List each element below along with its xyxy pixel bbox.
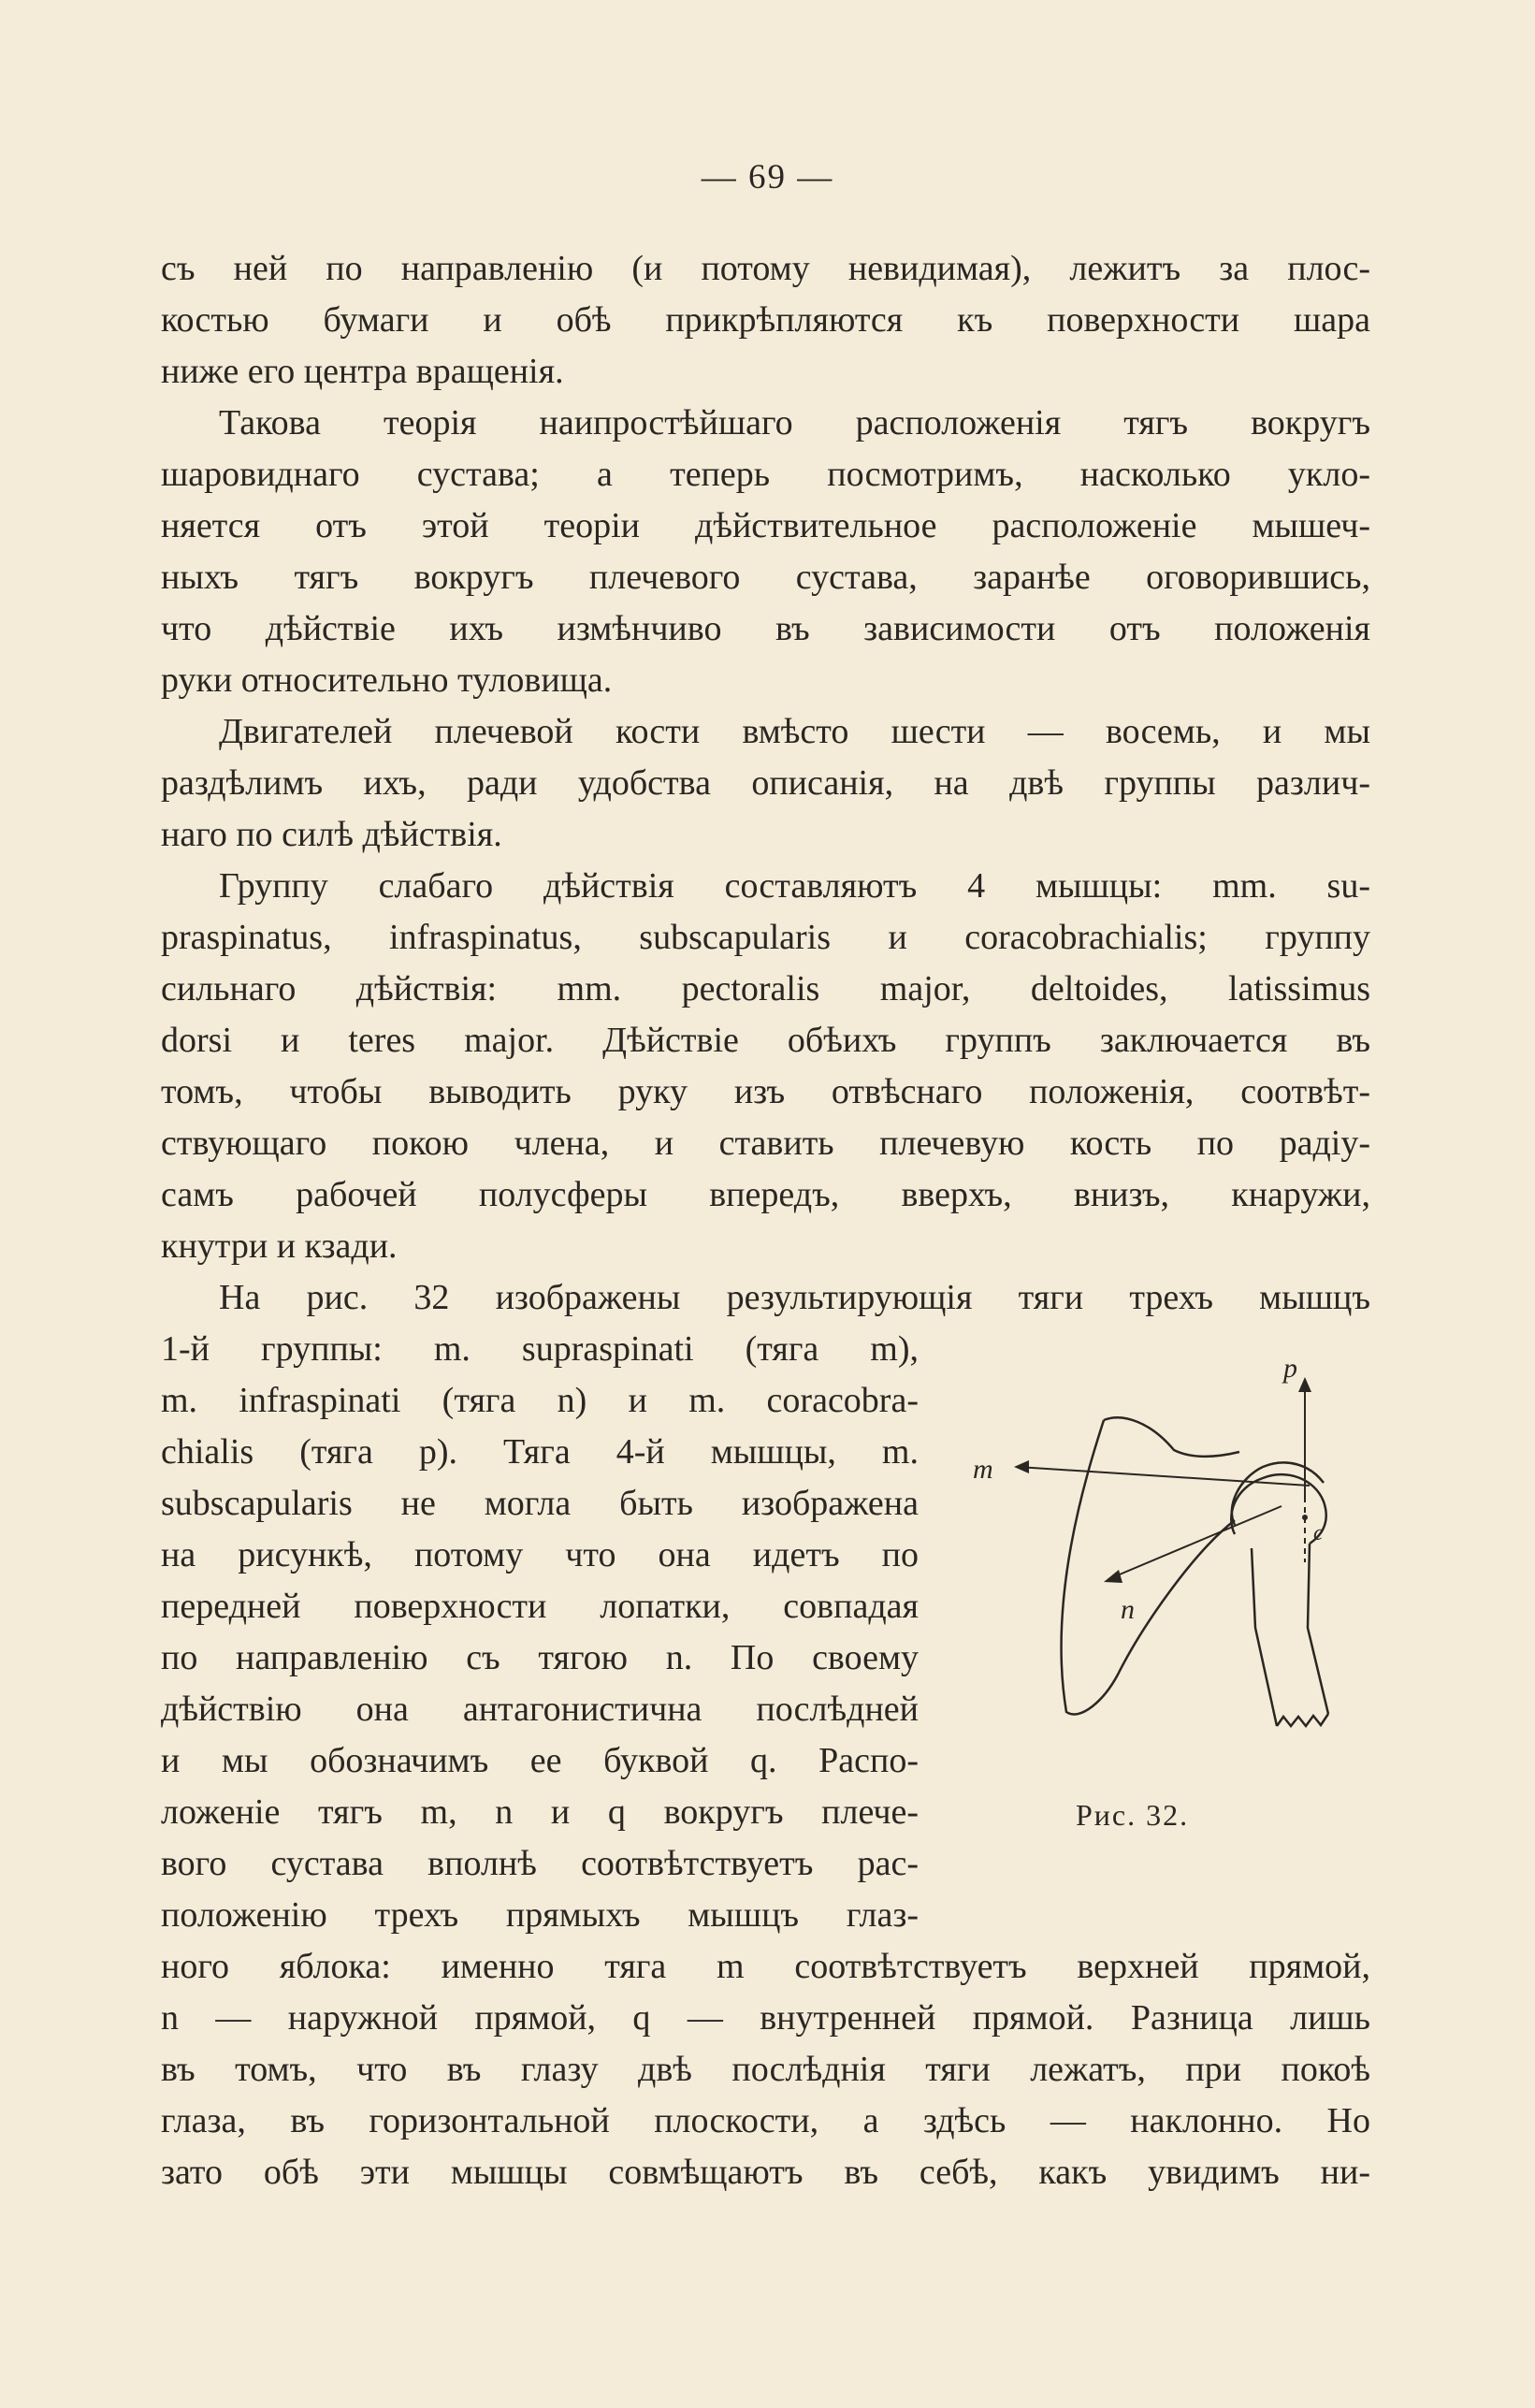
scapula-top	[1104, 1417, 1239, 1457]
text-line: раздѣлимъ ихъ, ради удобства описанія, на двѣ группы различ-	[161, 763, 1370, 803]
text-line: зато обѣ эти мышцы совмѣщаютъ въ себѣ, какъ увидимъ ни-	[161, 2153, 1370, 2192]
text-line: ного яблока: именно тяга m соотвѣтствуетъ верхней прямой,	[161, 1947, 1370, 1986]
pull-n-line	[1108, 1506, 1282, 1579]
label-n: n	[1121, 1594, 1135, 1625]
text-line: положенію трехъ прямыхъ мышцъ глаз-	[161, 1895, 919, 1935]
text-line: наго по силѣ дѣйствія.	[161, 815, 502, 854]
text-line: m. infraspinati (тяга n) и m. coracobra-	[161, 1381, 919, 1420]
label-m: m	[973, 1454, 993, 1485]
text-line: дѣйствію она антагонистична послѣдней	[161, 1690, 919, 1729]
text-line: ствующаго покою члена, и ставить плечевую кость по радіу-	[161, 1124, 1370, 1163]
text-line: ниже его центра вращенія.	[161, 352, 564, 391]
text-line: Такова теорія наипростѣйшаго расположенія тягъ вокругъ	[219, 403, 1370, 442]
pull-m-arrowhead	[1014, 1460, 1029, 1473]
figure-caption: Рис. 32.	[1076, 1798, 1190, 1832]
text-line: на рисункѣ, потому что она идетъ по	[161, 1535, 919, 1574]
text-line: по направленію съ тягою n. По своему	[161, 1638, 919, 1677]
label-c: c	[1313, 1521, 1324, 1545]
text-line: ложеніе тягъ m, n и q вокругъ плече-	[161, 1792, 919, 1832]
shoulder-diagram	[954, 1347, 1375, 1768]
text-line: и мы обозначимъ ее буквой q. Распо-	[161, 1741, 919, 1780]
text-line: n — наружной прямой, q — внутренней прямой. Разница лишь	[161, 1998, 1370, 2038]
text-line: глаза, въ горизонтальной плоскости, а здѣсь — наклонно. Но	[161, 2101, 1370, 2140]
pull-n-arrowhead	[1104, 1570, 1122, 1583]
scapula-outline	[1092, 1417, 1253, 1710]
text-line: томъ, чтобы выводить руку изъ отвѣснаго положенія, соотвѣт-	[161, 1072, 1370, 1111]
text-line: кнутри и кзади.	[161, 1226, 398, 1266]
text-line: praspinatus, infraspinatus, subscapularis и coracobrachialis; группу	[161, 918, 1370, 957]
humerus-shaft-left	[1252, 1548, 1277, 1726]
text-line: сильнаго дѣйствія: mm. pectoralis major, deltoides, latissimus	[161, 969, 1370, 1008]
text-line: костью бумаги и обѣ прикрѣпляются къ поверхности шара	[161, 300, 1370, 340]
text-line: шаровиднаго сустава; а теперь посмотримъ, насколько укло-	[161, 455, 1370, 494]
text-line: subscapularis не могла быть изображена	[161, 1484, 919, 1523]
text-line: Двигателей плечевой кости вмѣсто шести — восемь, и мы	[219, 712, 1370, 751]
page-number: — 69 —	[701, 158, 834, 196]
text-line: dorsi и teres major. Дѣйствіе обѣихъ группъ заключается въ	[161, 1021, 1370, 1060]
figure-32-shoulder-diagram	[954, 1347, 1375, 1768]
text-line: въ томъ, что въ глазу двѣ послѣднія тяги лежатъ, при покоѣ	[161, 2050, 1370, 2089]
text-line: chialis (тяга p). Тяга 4-й мышцы, m.	[161, 1432, 919, 1472]
text-line: что дѣйствіе ихъ измѣнчиво въ зависимости отъ положенія	[161, 609, 1370, 648]
text-line: руки относительно туловища.	[161, 660, 613, 700]
pull-p-arrowhead	[1298, 1377, 1311, 1392]
text-line: няется отъ этой теоріи дѣйствительное расположеніе мышеч-	[161, 506, 1370, 545]
text-line: самъ рабочей полусферы впередъ, вверхъ, внизъ, кнаружи,	[161, 1175, 1370, 1214]
text-line: съ ней по направленію (и потому невидимая), лежитъ за плос-	[161, 249, 1370, 288]
scapula-body	[1062, 1420, 1235, 1714]
text-line: ныхъ тягъ вокругъ плечевого сустава, заранѣе оговорившись,	[161, 558, 1370, 597]
text-line: Группу слабаго дѣйствія составляютъ 4 мышцы: mm. su-	[219, 866, 1370, 906]
text-line: На рис. 32 изображены результирующія тяги трехъ мышцъ	[219, 1278, 1370, 1317]
humeral-head	[1231, 1474, 1325, 1544]
text-line: передней поверхности лопатки, совпадая	[161, 1587, 919, 1626]
glenoid-cup	[1232, 1462, 1324, 1525]
label-p: p	[1283, 1353, 1297, 1384]
rotation-center	[1302, 1515, 1308, 1520]
humerus-broken-end	[1277, 1714, 1328, 1726]
text-line: вого сустава вполнѣ соотвѣтствуетъ рас-	[161, 1844, 919, 1883]
text-line: 1-й группы: m. supraspinati (тяга m),	[161, 1329, 919, 1369]
humerus-shaft-right	[1308, 1544, 1328, 1714]
